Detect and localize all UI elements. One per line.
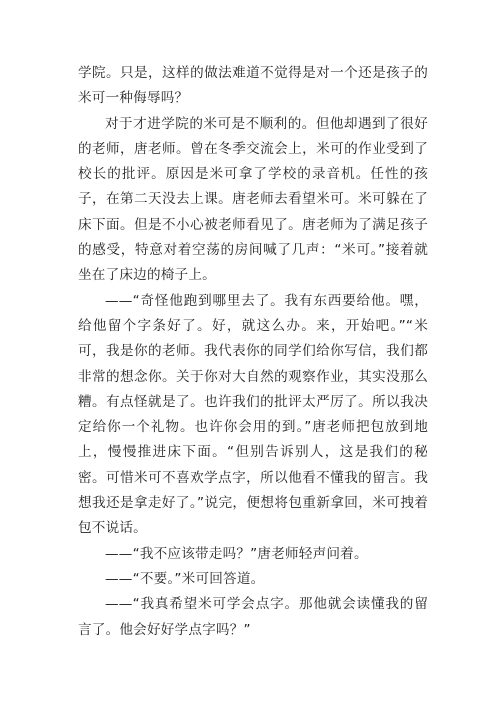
paragraph-5: ——“不要。”米可回答道。 (105, 570, 265, 587)
paragraph-1: 学院。只是，这样的做法难道不觉得是对一个还是孩子的米可一种侮辱吗？ (78, 65, 428, 107)
paragraph-4: ——“我不应该带走吗？”唐老师轻声问着。 (105, 545, 368, 562)
body-text (78, 61, 428, 643)
paragraph-2: 对于才进学院的米可是不顺利的。但他却遇到了很好的老师，唐老师。曾在冬季交流会上，米可的作业受到了校长的批评。原因是米可拿了学校的录音机。任性的孩子，在第二天没去上课。唐老师去看望米可。米可躲在了床下面。但是不小心被老师看见了。唐老师为了满足孩子的感受，特意对着空荡的房间喊了几声：“米可。”接着就坐在了床边的椅子上。 (78, 115, 428, 284)
paragraph-6: ——“我真希望米可学会点字。那他就会读懂我的留言了。他会好好学点字吗？” (78, 596, 428, 638)
paragraph-3: ——“奇怪他跑到哪里去了。我有东西要给他。嘿，给他留个字条好了。好，就这么办。来，开始吧。”“米可，我是你的老师。我代表你的同学们给你写信，我们都非常的想念你。关于你对大自然的观察作业，其实没那么糟。有点怪就是了。也许我们的批评太严厉了。所以我决定给你一个礼物。也许你会用的到。”唐老师把包放到地上，慢慢推进床下面。“但别告诉别人，这是我们的秘密。可惜米可不喜欢学点字，所以他看不懂我的留言。我想我还是拿走好了。”说完，便想将包重新拿回，米可拽着包不说话。 (78, 292, 428, 537)
